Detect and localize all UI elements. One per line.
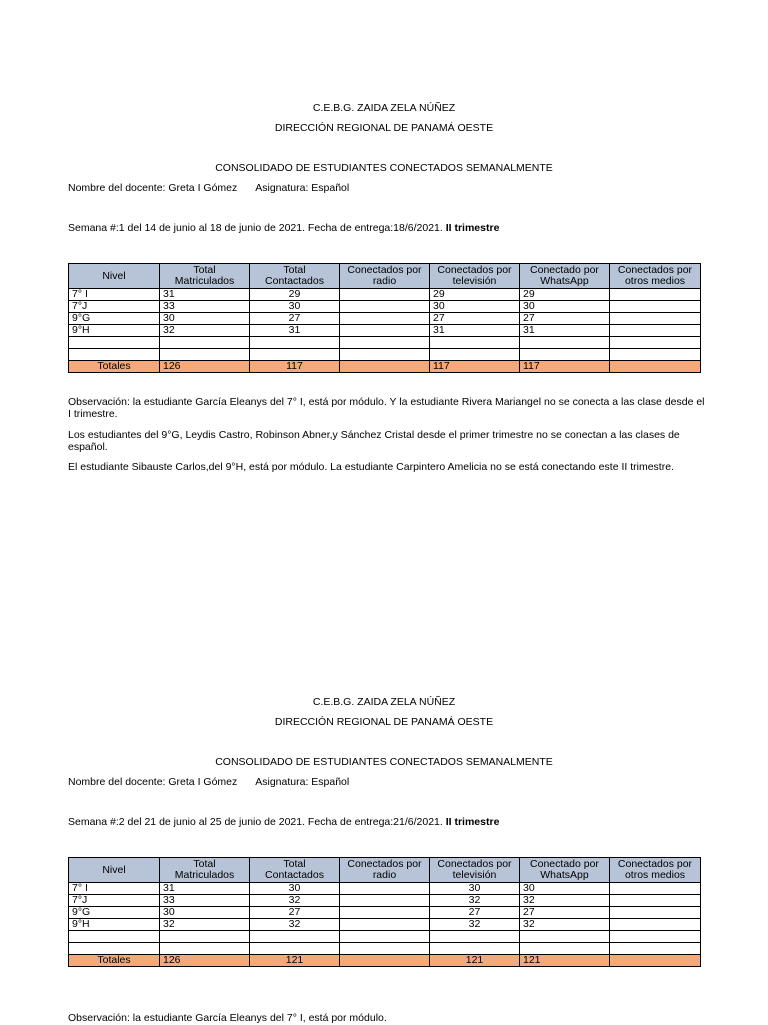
cell-nivel: 7°J bbox=[69, 895, 160, 907]
totals-otros bbox=[610, 361, 701, 373]
cell-radio bbox=[340, 325, 430, 337]
cell-television: 30 bbox=[430, 301, 520, 313]
cell-empty bbox=[340, 943, 430, 955]
table-header-row bbox=[69, 858, 701, 883]
cell-whatsapp: 32 bbox=[520, 919, 610, 931]
cell-television: 32 bbox=[430, 919, 520, 931]
cell-empty bbox=[430, 931, 520, 943]
cell-otros bbox=[610, 919, 701, 931]
header-nivel: Nivel bbox=[69, 858, 160, 883]
cell-contactados: 27 bbox=[250, 313, 340, 325]
totals-whatsapp: 121 bbox=[520, 955, 610, 967]
totals-radio bbox=[340, 361, 430, 373]
report-title: CONSOLIDADO DE ESTUDIANTES CONECTADOS SEMANALMENTE bbox=[215, 756, 553, 768]
totals-whatsapp: 117 bbox=[520, 361, 610, 373]
header-radio: Conectados por radio bbox=[340, 264, 430, 289]
cell-empty bbox=[610, 931, 701, 943]
header-total-contactados: Total Contactados bbox=[250, 264, 340, 289]
table-row-empty bbox=[69, 337, 701, 349]
cell-whatsapp: 30 bbox=[520, 883, 610, 895]
cell-whatsapp: 32 bbox=[520, 895, 610, 907]
cell-contactados: 29 bbox=[250, 289, 340, 301]
observation-paragraph: Los estudiantes del 9°G, Leydis Castro, Robinson Abner,y Sánchez Cristal desde el primer trimestre no se conectan a las clases de español. bbox=[68, 429, 680, 453]
week-line bbox=[68, 815, 499, 829]
cell-otros bbox=[610, 907, 701, 919]
cell-empty bbox=[430, 337, 520, 349]
subject: Asignatura: Español bbox=[255, 182, 350, 194]
teacher-subject-line bbox=[68, 775, 349, 789]
regional-direction: DIRECCIÓN REGIONAL DE PANAMÁ OESTE bbox=[274, 122, 494, 134]
cell-otros bbox=[610, 289, 701, 301]
cell-nivel: 9°G bbox=[69, 313, 160, 325]
subject: Asignatura: Español bbox=[255, 776, 350, 788]
header-nivel: Nivel bbox=[69, 264, 160, 289]
cell-whatsapp: 30 bbox=[520, 301, 610, 313]
header-television: Conectados por televisión bbox=[430, 858, 520, 883]
trimester: II trimestre bbox=[445, 222, 500, 234]
cell-matriculados: 31 bbox=[160, 289, 250, 301]
observation-paragraph: El estudiante Sibauste Carlos,del 9°H, está por módulo. La estudiante Carpintero Amelicia no se está conectando este II trimestre. bbox=[68, 461, 674, 473]
totals-contactados: 117 bbox=[250, 361, 340, 373]
table-row bbox=[69, 895, 701, 907]
cell-contactados: 31 bbox=[250, 325, 340, 337]
table-header-row bbox=[69, 264, 701, 289]
table-row bbox=[69, 313, 701, 325]
cell-whatsapp: 27 bbox=[520, 313, 610, 325]
cell-empty bbox=[610, 337, 701, 349]
cell-contactados: 30 bbox=[250, 301, 340, 313]
table-row-empty bbox=[69, 931, 701, 943]
teacher-subject-line bbox=[68, 181, 349, 195]
cell-empty bbox=[340, 337, 430, 349]
cell-matriculados: 32 bbox=[160, 919, 250, 931]
cell-empty bbox=[160, 349, 250, 361]
cell-empty bbox=[610, 943, 701, 955]
cell-empty bbox=[69, 349, 160, 361]
totals-television: 121 bbox=[430, 955, 520, 967]
observation-paragraph: Observación: la estudiante García Eleanys del 7° I, está por módulo. Y la estudiante Rivera Mariangel no se conecta a las clase desde el I trimestre. bbox=[68, 396, 705, 420]
cell-television: 27 bbox=[430, 313, 520, 325]
header-otros-medios: Conectados por otros medios bbox=[610, 858, 701, 883]
header-whatsapp: Conectado por WhatsApp bbox=[520, 858, 610, 883]
totals-otros bbox=[610, 955, 701, 967]
cell-matriculados: 30 bbox=[160, 907, 250, 919]
totals-matriculados: 126 bbox=[160, 955, 250, 967]
header-whatsapp: Conectado por WhatsApp bbox=[520, 264, 610, 289]
header-total-contactados: Total Contactados bbox=[250, 858, 340, 883]
cell-television: 29 bbox=[430, 289, 520, 301]
table-row bbox=[69, 907, 701, 919]
totals-contactados: 121 bbox=[250, 955, 340, 967]
cell-matriculados: 33 bbox=[160, 895, 250, 907]
totals-row bbox=[69, 955, 701, 967]
cell-nivel: 7°J bbox=[69, 301, 160, 313]
school-name: C.E.B.G. ZAIDA ZELA NÚÑEZ bbox=[312, 696, 456, 708]
cell-empty bbox=[520, 931, 610, 943]
cell-empty bbox=[610, 349, 701, 361]
cell-whatsapp: 29 bbox=[520, 289, 610, 301]
cell-radio bbox=[340, 313, 430, 325]
teacher-name: Nombre del docente: Greta I Gómez bbox=[68, 182, 238, 194]
cell-empty bbox=[430, 943, 520, 955]
cell-whatsapp: 27 bbox=[520, 907, 610, 919]
cell-empty bbox=[250, 349, 340, 361]
cell-empty bbox=[160, 337, 250, 349]
cell-television: 32 bbox=[430, 895, 520, 907]
observation-paragraph: Observación: la estudiante García Eleanys del 7° I, está por módulo. bbox=[68, 1012, 387, 1024]
table-row-empty bbox=[69, 943, 701, 955]
header-otros-medios: Conectados por otros medios bbox=[610, 264, 701, 289]
header-television: Conectados por televisión bbox=[430, 264, 520, 289]
cell-empty bbox=[340, 349, 430, 361]
school-name: C.E.B.G. ZAIDA ZELA NÚÑEZ bbox=[312, 102, 456, 114]
cell-contactados: 32 bbox=[250, 919, 340, 931]
table-row-empty bbox=[69, 349, 701, 361]
totals-row bbox=[69, 361, 701, 373]
totals-radio bbox=[340, 955, 430, 967]
cell-otros bbox=[610, 301, 701, 313]
cell-empty bbox=[430, 349, 520, 361]
cell-empty bbox=[520, 337, 610, 349]
regional-direction: DIRECCIÓN REGIONAL DE PANAMÁ OESTE bbox=[274, 716, 494, 728]
cell-nivel: 7° I bbox=[69, 883, 160, 895]
cell-matriculados: 30 bbox=[160, 313, 250, 325]
connections-table bbox=[68, 857, 701, 967]
table-row bbox=[69, 325, 701, 337]
cell-radio bbox=[340, 883, 430, 895]
cell-radio bbox=[340, 895, 430, 907]
totals-label: Totales bbox=[69, 955, 160, 967]
week-info: Semana #:2 del 21 de junio al 25 de junio de 2021. Fecha de entrega:21/6/2021. bbox=[68, 816, 443, 828]
cell-nivel: 7° I bbox=[69, 289, 160, 301]
totals-label: Totales bbox=[69, 361, 160, 373]
table-row bbox=[69, 289, 701, 301]
cell-empty bbox=[69, 931, 160, 943]
trimester: II trimestre bbox=[445, 816, 500, 828]
cell-matriculados: 31 bbox=[160, 883, 250, 895]
cell-contactados: 27 bbox=[250, 907, 340, 919]
cell-radio bbox=[340, 289, 430, 301]
cell-otros bbox=[610, 313, 701, 325]
cell-empty bbox=[69, 943, 160, 955]
cell-empty bbox=[520, 349, 610, 361]
cell-radio bbox=[340, 301, 430, 313]
table-row bbox=[69, 301, 701, 313]
cell-matriculados: 32 bbox=[160, 325, 250, 337]
cell-nivel: 9°H bbox=[69, 919, 160, 931]
cell-empty bbox=[250, 337, 340, 349]
cell-otros bbox=[610, 895, 701, 907]
cell-empty bbox=[250, 931, 340, 943]
cell-empty bbox=[520, 943, 610, 955]
cell-television: 30 bbox=[430, 883, 520, 895]
cell-otros bbox=[610, 325, 701, 337]
cell-empty bbox=[250, 943, 340, 955]
header-total-matriculados: Total Matriculados bbox=[160, 264, 250, 289]
week-info: Semana #:1 del 14 de junio al 18 de junio de 2021. Fecha de entrega:18/6/2021. bbox=[68, 222, 443, 234]
cell-empty bbox=[160, 943, 250, 955]
cell-nivel: 9°G bbox=[69, 907, 160, 919]
report-title: CONSOLIDADO DE ESTUDIANTES CONECTADOS SEMANALMENTE bbox=[215, 162, 553, 174]
totals-television: 117 bbox=[430, 361, 520, 373]
cell-nivel: 9°H bbox=[69, 325, 160, 337]
header-total-matriculados: Total Matriculados bbox=[160, 858, 250, 883]
cell-matriculados: 33 bbox=[160, 301, 250, 313]
cell-contactados: 30 bbox=[250, 883, 340, 895]
connections-table bbox=[68, 263, 701, 373]
cell-radio bbox=[340, 907, 430, 919]
totals-matriculados: 126 bbox=[160, 361, 250, 373]
table-row bbox=[69, 883, 701, 895]
cell-contactados: 32 bbox=[250, 895, 340, 907]
cell-whatsapp: 31 bbox=[520, 325, 610, 337]
cell-television: 27 bbox=[430, 907, 520, 919]
cell-empty bbox=[69, 337, 160, 349]
cell-otros bbox=[610, 883, 701, 895]
table-row bbox=[69, 919, 701, 931]
header-radio: Conectados por radio bbox=[340, 858, 430, 883]
cell-television: 31 bbox=[430, 325, 520, 337]
cell-empty bbox=[160, 931, 250, 943]
cell-empty bbox=[340, 931, 430, 943]
teacher-name: Nombre del docente: Greta I Gómez bbox=[68, 776, 238, 788]
week-line bbox=[68, 221, 499, 235]
cell-radio bbox=[340, 919, 430, 931]
